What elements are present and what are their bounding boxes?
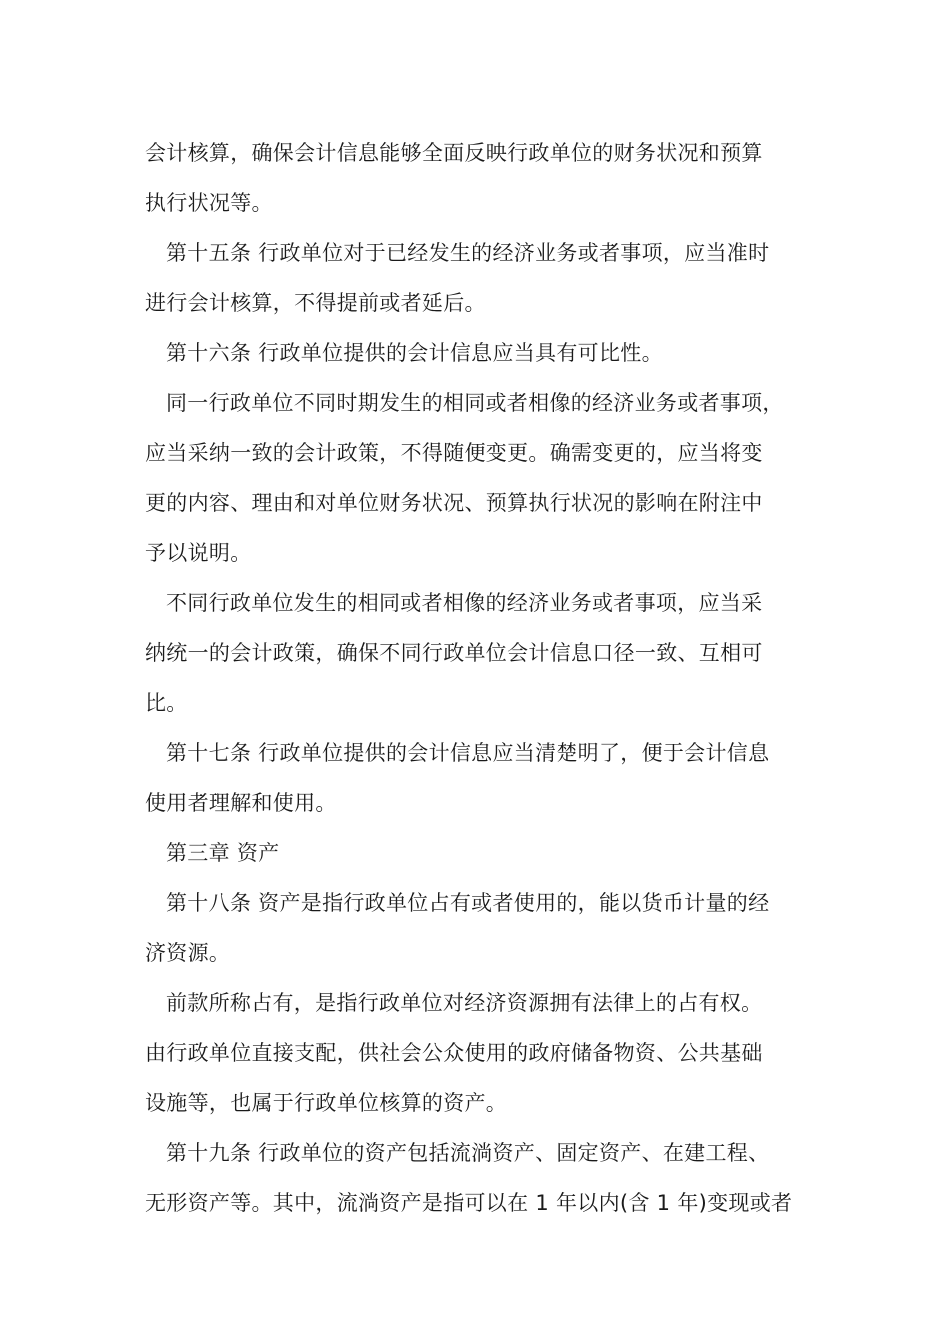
- chapter-heading: 第三章 资产: [166, 841, 280, 865]
- article-15-line: 第十五条 行政单位对于已经发生的经济业务或者事项，应当准时: [166, 241, 770, 265]
- text-line: 予以说明。: [145, 541, 252, 565]
- article-19-line: 第十九条 行政单位的资产包括流淌资产、固定资产、在建工程、: [166, 1141, 770, 1165]
- text-line: 同一行政单位不同时期发生的相同或者相像的经济业务或者事项，: [166, 391, 784, 415]
- article-16-line: 第十六条 行政单位提供的会计信息应当具有可比性。: [166, 341, 663, 365]
- text-line: 进行会计核算，不得提前或者延后。: [145, 291, 486, 315]
- text-line: 前款所称占有，是指行政单位对经济资源拥有法律上的占有权。: [166, 991, 763, 1015]
- text-line: 比。: [145, 691, 188, 715]
- text-line: 设施等，也属于行政单位核算的资产。: [145, 1091, 508, 1115]
- text-line: 应当采纳一致的会计政策，不得随便变更。确需变更的，应当将变: [145, 441, 763, 465]
- article-17-line: 第十七条 行政单位提供的会计信息应当清楚明了，便于会计信息: [166, 741, 770, 765]
- text-line: 使用者理解和使用。: [145, 791, 337, 815]
- text-line: 会计核算，确保会计信息能够全面反映行政单位的财务状况和预算: [145, 141, 763, 165]
- text-line: 由行政单位直接支配，供社会公众使用的政府储备物资、公共基础: [145, 1041, 763, 1065]
- article-18-line: 第十八条 资产是指行政单位占有或者使用的，能以货币计量的经: [166, 891, 770, 915]
- text-line: 纳统一的会计政策，确保不同行政单位会计信息口径一致、互相可: [145, 641, 763, 665]
- text-line: 执行状况等。: [145, 191, 273, 215]
- text-line: 无形资产等。其中，流淌资产是指可以在 1 年以内(含 1 年)变现或者: [145, 1191, 793, 1215]
- document-body: [145, 128, 825, 1228]
- text-line: 济资源。: [145, 941, 231, 965]
- text-line: 更的内容、理由和对单位财务状况、预算执行状况的影响在附注中: [145, 491, 763, 515]
- text-line: 不同行政单位发生的相同或者相像的经济业务或者事项，应当采: [166, 591, 763, 615]
